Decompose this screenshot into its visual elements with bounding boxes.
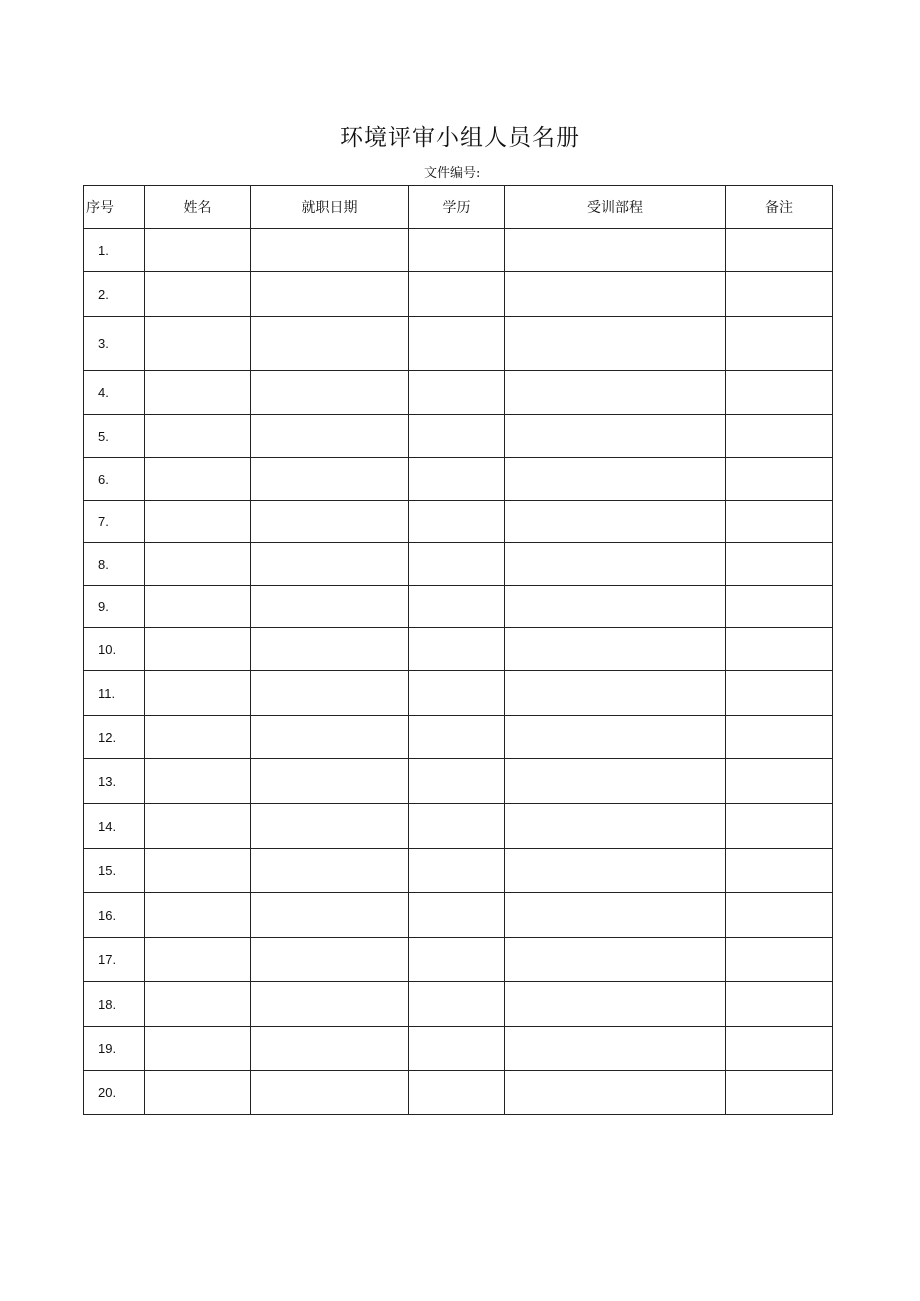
- seq-cell: 4.: [84, 371, 145, 415]
- remarks-cell[interactable]: [726, 229, 833, 272]
- name-cell[interactable]: [145, 229, 251, 272]
- table-row: [84, 272, 833, 317]
- header-hire-date: 就职日期: [251, 186, 409, 229]
- education-cell[interactable]: [409, 759, 505, 804]
- education-cell[interactable]: [409, 586, 505, 628]
- seq-cell: 10.: [84, 628, 145, 671]
- hire-date-cell[interactable]: [251, 458, 409, 501]
- training-cell[interactable]: [505, 586, 726, 628]
- seq-cell: 19.: [84, 1027, 145, 1071]
- hire-date-cell[interactable]: [251, 938, 409, 982]
- table-row: [84, 893, 833, 938]
- hire-date-cell[interactable]: [251, 543, 409, 586]
- name-cell[interactable]: [145, 671, 251, 716]
- training-cell[interactable]: [505, 317, 726, 371]
- education-cell[interactable]: [409, 229, 505, 272]
- seq-cell: 3.: [84, 317, 145, 371]
- hire-date-cell[interactable]: [251, 759, 409, 804]
- remarks-cell[interactable]: [726, 415, 833, 458]
- seq-cell: 6.: [84, 458, 145, 501]
- table-row: [84, 371, 833, 415]
- table-row: [84, 586, 833, 628]
- name-cell[interactable]: [145, 371, 251, 415]
- education-cell[interactable]: [409, 415, 505, 458]
- hire-date-cell[interactable]: [251, 849, 409, 893]
- name-cell[interactable]: [145, 804, 251, 849]
- table-row: [84, 804, 833, 849]
- seq-cell: 12.: [84, 716, 145, 759]
- training-cell[interactable]: [505, 893, 726, 938]
- header-remarks: 备注: [726, 186, 833, 229]
- name-cell[interactable]: [145, 1027, 251, 1071]
- remarks-cell[interactable]: [726, 938, 833, 982]
- education-cell[interactable]: [409, 716, 505, 759]
- education-cell[interactable]: [409, 543, 505, 586]
- seq-cell: 17.: [84, 938, 145, 982]
- remarks-cell[interactable]: [726, 893, 833, 938]
- name-cell[interactable]: [145, 586, 251, 628]
- table-row: [84, 1027, 833, 1071]
- education-cell[interactable]: [409, 317, 505, 371]
- name-cell[interactable]: [145, 628, 251, 671]
- training-cell[interactable]: [505, 982, 726, 1027]
- table-row: [84, 628, 833, 671]
- remarks-cell[interactable]: [726, 371, 833, 415]
- remarks-cell[interactable]: [726, 543, 833, 586]
- education-cell[interactable]: [409, 458, 505, 501]
- seq-cell: 13.: [84, 759, 145, 804]
- seq-cell: 20.: [84, 1071, 145, 1115]
- training-cell[interactable]: [505, 1027, 726, 1071]
- education-cell[interactable]: [409, 1071, 505, 1115]
- education-cell[interactable]: [409, 501, 505, 543]
- remarks-cell[interactable]: [726, 586, 833, 628]
- table-row: [84, 229, 833, 272]
- remarks-cell[interactable]: [726, 716, 833, 759]
- training-cell[interactable]: [505, 229, 726, 272]
- table-row: [84, 501, 833, 543]
- remarks-cell[interactable]: [726, 671, 833, 716]
- seq-cell: 8.: [84, 543, 145, 586]
- training-cell[interactable]: [505, 628, 726, 671]
- remarks-cell[interactable]: [726, 628, 833, 671]
- training-cell[interactable]: [505, 543, 726, 586]
- remarks-cell[interactable]: [726, 982, 833, 1027]
- table-row: [84, 849, 833, 893]
- name-cell[interactable]: [145, 849, 251, 893]
- seq-cell: 16.: [84, 893, 145, 938]
- name-cell[interactable]: [145, 317, 251, 371]
- education-cell[interactable]: [409, 893, 505, 938]
- training-cell[interactable]: [505, 759, 726, 804]
- hire-date-cell[interactable]: [251, 804, 409, 849]
- remarks-cell[interactable]: [726, 759, 833, 804]
- education-cell[interactable]: [409, 938, 505, 982]
- hire-date-cell[interactable]: [251, 1027, 409, 1071]
- personnel-roster-table: [83, 185, 833, 1115]
- training-cell[interactable]: [505, 849, 726, 893]
- training-cell[interactable]: [505, 501, 726, 543]
- name-cell[interactable]: [145, 415, 251, 458]
- remarks-cell[interactable]: [726, 1071, 833, 1115]
- table-row: [84, 415, 833, 458]
- table-row: [84, 543, 833, 586]
- header-training: 受训部程: [505, 186, 726, 229]
- name-cell[interactable]: [145, 272, 251, 317]
- name-cell[interactable]: [145, 458, 251, 501]
- header-seq: 序号: [84, 186, 145, 229]
- remarks-cell[interactable]: [726, 458, 833, 501]
- training-cell[interactable]: [505, 458, 726, 501]
- table-row: [84, 982, 833, 1027]
- table-row: [84, 317, 833, 371]
- training-cell[interactable]: [505, 1071, 726, 1115]
- remarks-cell[interactable]: [726, 849, 833, 893]
- training-cell[interactable]: [505, 371, 726, 415]
- name-cell[interactable]: [145, 501, 251, 543]
- education-cell[interactable]: [409, 982, 505, 1027]
- page-title: 环境评审小组人员名册: [340, 125, 580, 151]
- education-cell[interactable]: [409, 272, 505, 317]
- hire-date-cell[interactable]: [251, 671, 409, 716]
- table-header-row: [84, 186, 833, 229]
- header-education: 学历: [409, 186, 505, 229]
- seq-cell: 2.: [84, 272, 145, 317]
- remarks-cell[interactable]: [726, 804, 833, 849]
- education-cell[interactable]: [409, 628, 505, 671]
- education-cell[interactable]: [409, 1027, 505, 1071]
- hire-date-cell[interactable]: [251, 893, 409, 938]
- name-cell[interactable]: [145, 982, 251, 1027]
- hire-date-cell[interactable]: [251, 415, 409, 458]
- name-cell[interactable]: [145, 759, 251, 804]
- hire-date-cell[interactable]: [251, 371, 409, 415]
- hire-date-cell[interactable]: [251, 1071, 409, 1115]
- remarks-cell[interactable]: [726, 272, 833, 317]
- seq-cell: 1.: [84, 229, 145, 272]
- name-cell[interactable]: [145, 938, 251, 982]
- table-row: [84, 1071, 833, 1115]
- hire-date-cell[interactable]: [251, 982, 409, 1027]
- remarks-cell[interactable]: [726, 1027, 833, 1071]
- seq-cell: 14.: [84, 804, 145, 849]
- training-cell[interactable]: [505, 804, 726, 849]
- seq-cell: 7.: [84, 501, 145, 543]
- name-cell[interactable]: [145, 1071, 251, 1115]
- table-row: [84, 938, 833, 982]
- table-row: [84, 458, 833, 501]
- hire-date-cell[interactable]: [251, 317, 409, 371]
- seq-cell: 11.: [84, 671, 145, 716]
- seq-cell: 15.: [84, 849, 145, 893]
- hire-date-cell[interactable]: [251, 501, 409, 543]
- education-cell[interactable]: [409, 671, 505, 716]
- seq-cell: 9.: [84, 586, 145, 628]
- hire-date-cell[interactable]: [251, 716, 409, 759]
- hire-date-cell[interactable]: [251, 586, 409, 628]
- name-cell[interactable]: [145, 893, 251, 938]
- document-number-label: 文件编号:: [424, 166, 481, 181]
- hire-date-cell[interactable]: [251, 229, 409, 272]
- table-row: [84, 671, 833, 716]
- table-row: [84, 716, 833, 759]
- hire-date-cell[interactable]: [251, 628, 409, 671]
- education-cell[interactable]: [409, 804, 505, 849]
- training-cell[interactable]: [505, 938, 726, 982]
- training-cell[interactable]: [505, 716, 726, 759]
- seq-cell: 5.: [84, 415, 145, 458]
- remarks-cell[interactable]: [726, 501, 833, 543]
- training-cell[interactable]: [505, 671, 726, 716]
- seq-cell: 18.: [84, 982, 145, 1027]
- education-cell[interactable]: [409, 849, 505, 893]
- training-cell[interactable]: [505, 272, 726, 317]
- name-cell[interactable]: [145, 543, 251, 586]
- remarks-cell[interactable]: [726, 317, 833, 371]
- training-cell[interactable]: [505, 415, 726, 458]
- table-row: [84, 759, 833, 804]
- header-name: 姓名: [145, 186, 251, 229]
- education-cell[interactable]: [409, 371, 505, 415]
- name-cell[interactable]: [145, 716, 251, 759]
- hire-date-cell[interactable]: [251, 272, 409, 317]
